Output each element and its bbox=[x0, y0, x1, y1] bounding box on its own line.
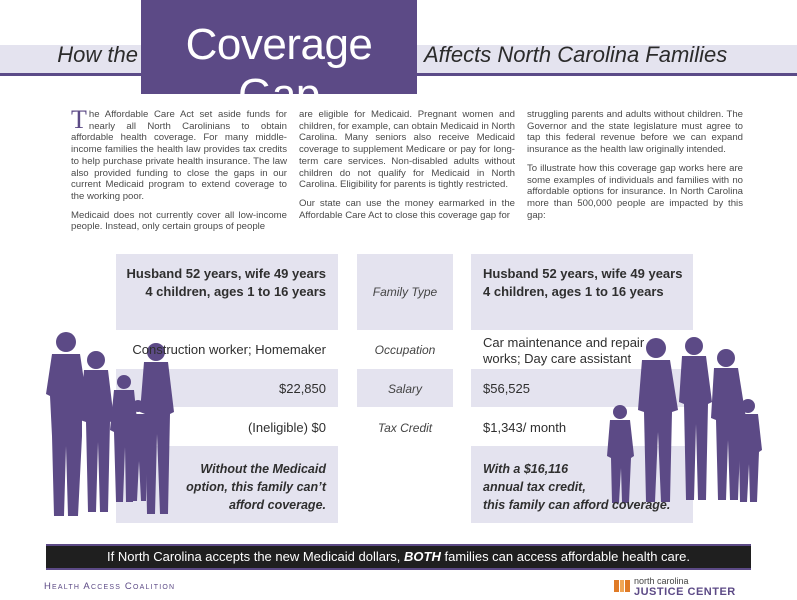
right-salary: $56,525 bbox=[483, 381, 530, 396]
banner-text-bold: BOTH bbox=[404, 549, 441, 564]
col3-paragraph-2: To illustrate how this coverage gap works here are some examples of individuals and families with no affordable options for insurance. In North Carolina more than 500,000 people are impacted by this gap: bbox=[527, 162, 743, 221]
right-result-line-1: With a $16,116 bbox=[483, 462, 569, 476]
label-tax-credit: Tax Credit bbox=[377, 421, 433, 435]
label-occupation: Occupation bbox=[374, 343, 436, 357]
col2-paragraph-2: Our state can use the money earmarked in the Affordable Care Act to close this coverage gap for bbox=[299, 197, 515, 221]
label-family-type: Family Type bbox=[372, 285, 438, 299]
left-result-line-3: afford coverage. bbox=[228, 498, 326, 512]
col1-paragraph-2: Medicaid does not currently cover all low-income people. Instead, only certain groups of people bbox=[71, 209, 287, 233]
left-result bbox=[116, 460, 338, 514]
right-family-line-1: Husband 52 years, wife 49 years bbox=[483, 266, 683, 281]
col1-p1-text: he Affordable Care Act set aside funds for nearly all North Carolinians to obtain affordable health coverage. For many middle-income families the health law provides tax credits to help purchase private health insurance. The law also provided funding to close the gaps in our current Medicaid program to extend coverage to the working poor. bbox=[71, 109, 287, 202]
footer-nc: north carolina bbox=[634, 576, 689, 586]
left-result-line-1: Without the Medicaid bbox=[200, 462, 326, 476]
right-occupation-line-2: works; Day care assistant bbox=[483, 351, 632, 366]
right-tax-credit: $1,343/ month bbox=[483, 420, 567, 435]
col1-paragraph-1 bbox=[71, 105, 287, 203]
left-salary: $22,850 bbox=[279, 381, 326, 396]
body-column-3 bbox=[527, 109, 743, 228]
banner-text bbox=[46, 549, 751, 564]
label-salary: Salary bbox=[387, 382, 422, 396]
body-column-1 bbox=[71, 105, 287, 240]
right-result-line-2: annual tax credit, bbox=[483, 480, 586, 494]
left-result-line-2: option, this family can’t bbox=[186, 480, 326, 494]
footer-justice-center: JUSTICE CENTER bbox=[634, 586, 736, 598]
left-family-line-2: 4 children, ages 1 to 16 years bbox=[145, 284, 326, 299]
right-result-line-3: this family can afford coverage. bbox=[483, 498, 671, 512]
left-family-line-1: Husband 52 years, wife 49 years bbox=[126, 266, 326, 281]
col3-paragraph-1: struggling parents and adults without children. The Governor and the state legislature must agree to tap this federal revenue before we can expand insurance as the health law originally intended. bbox=[527, 109, 743, 156]
body-column-2 bbox=[299, 109, 515, 228]
right-occupation-line-1: Car maintenance and repair bbox=[483, 335, 645, 350]
title-prefix: How the bbox=[57, 42, 138, 67]
right-family-type bbox=[471, 265, 693, 301]
footer-coalition: Health Access Coalition bbox=[44, 581, 176, 592]
right-result bbox=[471, 460, 693, 514]
right-family-line-2: 4 children, ages 1 to 16 years bbox=[483, 284, 664, 299]
right-occupation bbox=[471, 335, 693, 367]
left-tax-credit: (Ineligible) $0 bbox=[247, 420, 326, 435]
drop-cap: T bbox=[71, 105, 87, 134]
col2-paragraph-1: are eligible for Medicaid. Pregnant women and children, for example, can obtain Medicaid in North Carolina. Many seniors also receive Medicaid coverage to supplement Medicare or pay for long-term care services. Non-disabled adults without children do not qualify for Medicaid in North Carolina. Eligibility for parents is tightly restricted. bbox=[299, 109, 515, 191]
banner-text-pre: If North Carolina accepts the new Medicaid dollars, bbox=[107, 549, 401, 564]
banner-text-post: families can access affordable health care. bbox=[444, 549, 690, 564]
justice-center-logo-icon bbox=[614, 578, 630, 594]
page-title: Coverage Gap bbox=[185, 20, 373, 119]
title-suffix: Affects North Carolina Families bbox=[424, 42, 728, 67]
left-occupation: Construction worker; Homemaker bbox=[132, 342, 326, 357]
left-family-type bbox=[116, 265, 338, 301]
